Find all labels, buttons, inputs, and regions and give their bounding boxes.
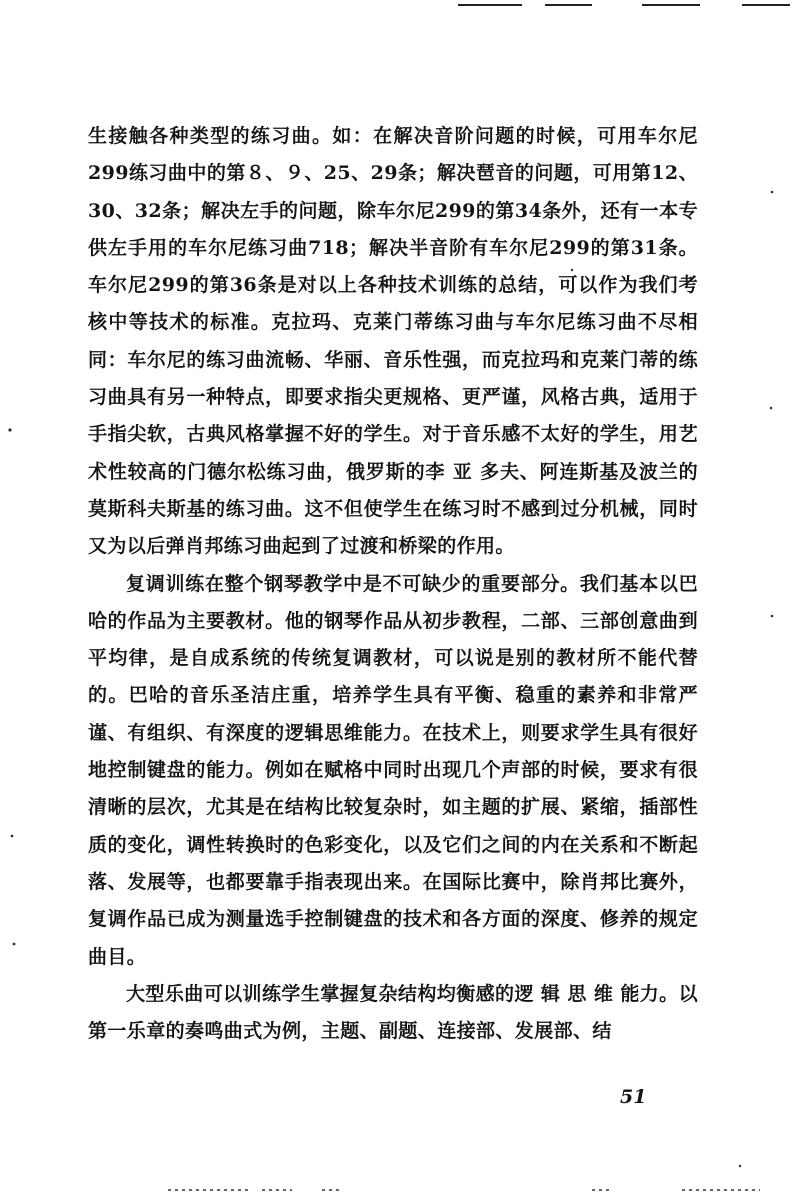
- page-body: [88, 118, 698, 1050]
- paragraph-etudes: 生接触各种类型的练习曲。如：在解决音阶问题的时候，可用车尔尼299练习曲中的第８、９、25、29条；解决琶音的问题，可用第12、30、32条；解决左手的问题，除车尔尼299的第34条外，还有一本专供左手用的车尔尼练习曲718；解决半音阶有车尔尼299的第31条。车尔尼299的第36条是对以上各种技术训练的总结，可以作为我们考核中等技术的标准。克拉玛、克莱门蒂练习曲与车尔尼练习曲不尽相同：车尔尼的练习曲流畅、华丽、音乐性强，而克拉玛和克莱门蒂的练习曲具有另一种特点，即要求指尖更规格、更严谨，风格古典，适用于手指尖软，古典风格掌握不好的学生。对于音乐感不太好的学生，用艺术性较高的门德尔松练习曲，俄罗斯的李 亚 多夫、阿连斯基及波兰的莫斯科夫斯基的练习曲。这不但使学生在练习时不感到过分机械，同时又为以后弹肖邦练习曲起到了过渡和桥梁的作用。: [88, 125, 698, 558]
- paragraph-large-works: 大型乐曲可以训练学生掌握复杂结构均衡感的逻 辑 思 维 能力。以第一乐章的奏鸣曲式为例，主题、副题、连接部、发展部、结: [88, 982, 698, 1043]
- page-number: 51: [620, 1086, 647, 1108]
- paragraph-polyphony: 复调训练在整个钢琴教学中是不可缺少的重要部分。我们基本以巴哈的作品为主要教材。他的钢琴作品从初步教程，二部、三部创意曲到平均律，是自成系统的传统复调教材，可以说是别的教材所不能代替的。巴哈的音乐圣洁庄重，培养学生具有平衡、稳重的素养和非常严谨、有组织、有深度的逻辑思维能力。在技术上，则要求学生具有很好地控制键盘的能力。例如在赋格中同时出现几个声部的时候，要求有很清晰的层次，尤其是在结构比较复杂时，如主题的扩展、紧缩，插部性质的变化，调性转换时的色彩变化，以及它们之间的内在关系和不断起落、发展等，也都要靠手指表现出来。在国际比赛中，除肖邦比赛外，复调作品已成为测量选手控制键盘的技术和各方面的深度、修养的规定曲目。: [88, 572, 698, 968]
